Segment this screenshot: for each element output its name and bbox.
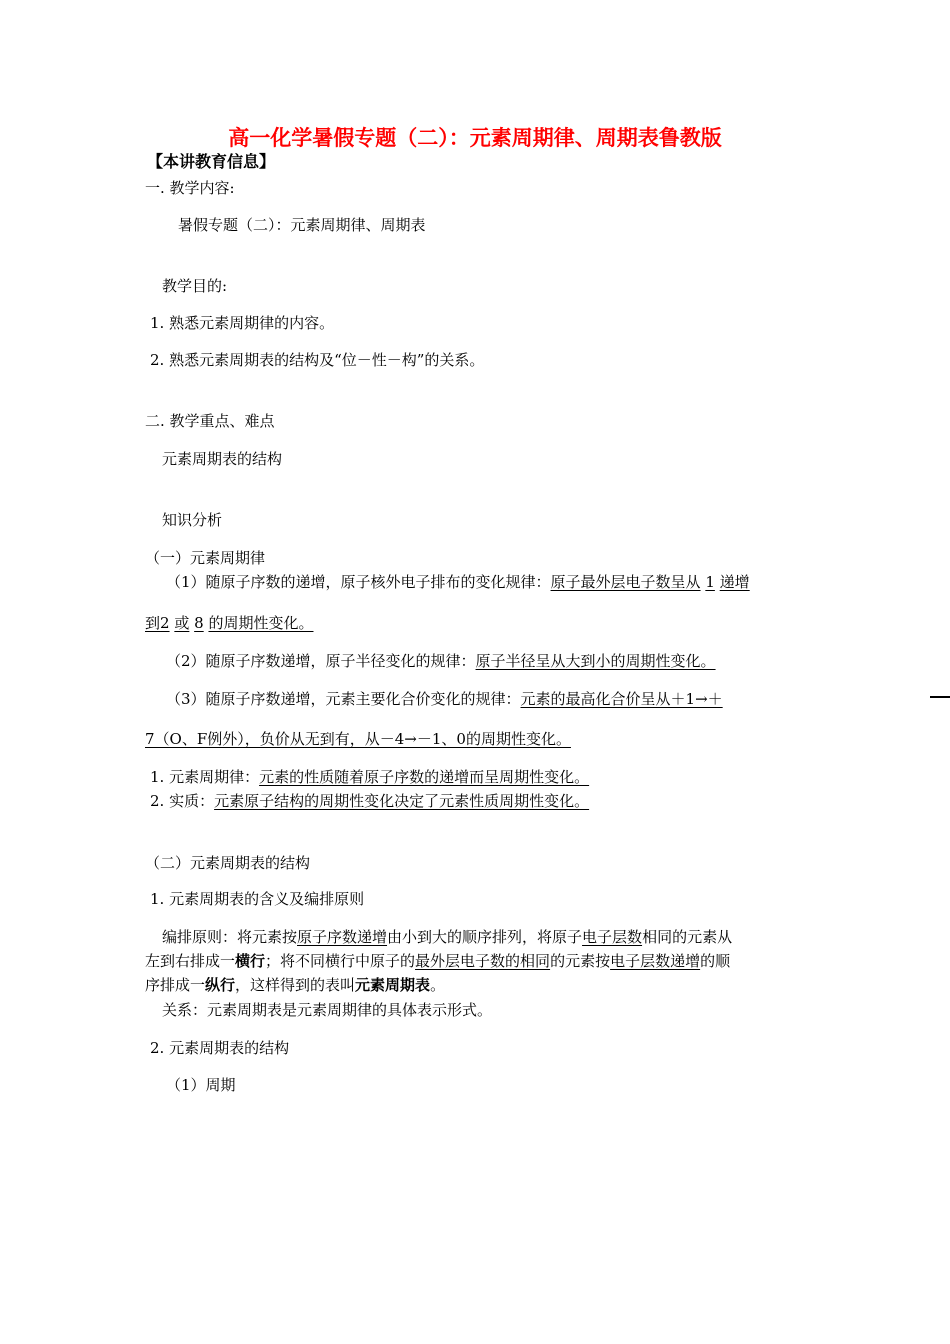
arrangement-line2: 左到右排成一横行；将不同横行中原子的最外层电子数的相同的元素按电子层数递增的顺 (145, 952, 731, 970)
rule1-line1: （1）随原子序数的递增，原子核外电子排布的变化规律：原子最外层电子数呈从 1 递增 (166, 573, 750, 591)
info-header: 【本讲教育信息】 (147, 152, 276, 171)
rule2: （2）随原子序数递增，原子半径变化的规律：原子半径呈从大到小的周期性变化。 (166, 652, 716, 670)
goal-2: 2. 熟悉元素周期表的结构及“位－性－构”的关系。 (150, 351, 485, 369)
goal-1: 1. 熟悉元素周期律的内容。 (150, 314, 335, 332)
relation: 关系：元素周期表是元素周期律的具体表示形式。 (162, 1001, 493, 1019)
table-structure-item: 2. 元素周期表的结构 (150, 1039, 290, 1057)
section1-heading: 一. 教学内容: (145, 179, 235, 197)
arrangement-line1: 编排原则：将元素按原子序数递增由小到大的顺序排列，将原子电子层数相同的元素从 (162, 928, 733, 946)
margin-mark (930, 696, 950, 698)
part1-heading: （一）元素周期律 (145, 549, 266, 567)
part2-heading: （二）元素周期表的结构 (145, 854, 311, 872)
rule1-line2: 到2 或 8 的周期性变化。 (145, 614, 314, 632)
key-point: 元素周期表的结构 (162, 450, 283, 468)
section2-heading: 二. 教学重点、难点 (145, 412, 275, 430)
document-title: 高一化学暑假专题（二）：元素周期律、周期表鲁教版 (228, 125, 722, 150)
periodic-law: 1. 元素周期律：元素的性质随着原子序数的递增而呈周期性变化。 (150, 768, 590, 786)
arrangement-line3: 序排成一纵行，这样得到的表叫元素周期表。 (145, 976, 446, 994)
table-meaning-item: 1. 元素周期表的含义及编排原则 (150, 890, 365, 908)
period-subitem: （1）周期 (166, 1076, 236, 1094)
analysis-label: 知识分析 (162, 511, 223, 529)
rule3-line1: （3）随原子序数递增，元素主要化合价变化的规律：元素的最高化合价呈从＋1→＋ (166, 690, 723, 708)
essence: 2. 实质：元素原子结构的周期性变化决定了元素性质周期性变化。 (150, 792, 590, 810)
goals-label: 教学目的: (162, 277, 228, 295)
teaching-content: 暑假专题（二）：元素周期律、周期表 (178, 216, 426, 234)
rule3-line2: 7（O、F例外），负价从无到有，从－4→－1、0的周期性变化。 (145, 730, 571, 748)
